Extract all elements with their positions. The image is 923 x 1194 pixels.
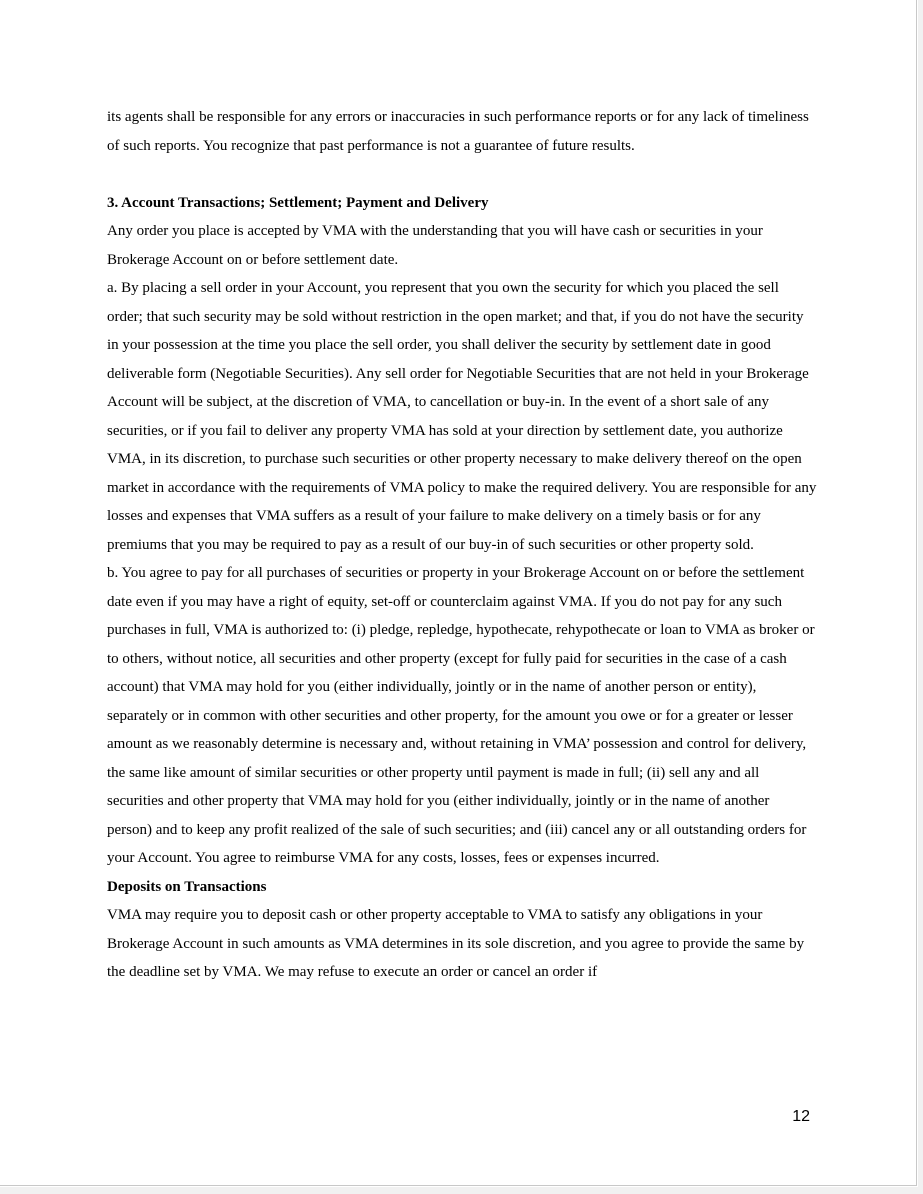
page-number: 12 bbox=[792, 1108, 810, 1125]
section-item-a-sell-orders: a. By placing a sell order in your Account, you represent that you own the security for which you placed the sell order; that such security may be sold without restriction in the open market; and that, if you do not have the security in your possession at the time you place the sell order, you shall deliver the security by settlement date in good deliverable form (Negotiable Securities). Any sell order for Negotiable Securities that are not held in your Brokerage Account will be subject, at the discretion of VMA, to cancellation or buy-in. In the event of a short sale of any securities, or if you fail to deliver any property VMA has sold at your direction by settlement date, you authorize VMA, in its discretion, to purchase such securities or other property necessary to make delivery thereof on the open market in accordance with the requirements of VMA policy to make the required delivery. You are responsible for any losses and expenses that VMA suffers as a result of your failure to make delivery on a timely basis or for any premiums that you may be required to pay as a result of our buy-in of such securities or other property sold. bbox=[107, 280, 817, 553]
section-heading-account-transactions: 3. Account Transactions; Settlement; Payment and Delivery bbox=[107, 194, 489, 211]
deposits-paragraph: VMA may require you to deposit cash or other property acceptable to VMA to satisfy any obligations in your Brokerage Account in such amounts as VMA determines in its sole discretion, and you agree to provide the same by the deadline set by VMA. We may refuse to execute an order or cancel an order if bbox=[107, 907, 805, 980]
section-paragraph-order-acceptance: Any order you place is accepted by VMA with the understanding that you will have cash or securities in your Brokerage Account on or before settlement date. bbox=[107, 223, 763, 268]
section-heading-deposits: Deposits on Transactions bbox=[107, 878, 267, 895]
viewer-background-bottom bbox=[0, 1187, 923, 1194]
section-item-b-purchases: b. You agree to pay for all purchases of securities or property in your Brokerage Account on or before the settlement date even if you may have a right of equity, set-off or counterclaim against VMA. If you do not pay for any such purchases in full, VMA is authorized to: (i) pledge, repledge, hypothecate, rehypothecate or loan to VMA as broker or to others, without notice, all securities and other property (except for fully paid for securities in the case of a cash account) that VMA may hold for you (either individually, jointly or in the name of another person or entity), separately or in common with other securities and other property, for the amount you owe or for a greater or lesser amount as we reasonably determine is necessary and, without retaining in VMA’ possession and control for delivery, the same like amount of similar securities or other property until payment is made in full; (ii) sell any and all securities and other property that VMA may hold for you (either individually, jointly or in the name of another person) and to keep any profit realized of the sale of such securities; and (iii) cancel any or all outstanding orders for your Account. You agree to reimburse VMA for any costs, losses, fees or expenses incurred. bbox=[107, 565, 815, 866]
page-body bbox=[107, 103, 817, 987]
viewer-background-right bbox=[918, 0, 923, 1194]
paragraph-gap bbox=[107, 160, 817, 189]
intro-paragraph: its agents shall be responsible for any errors or inaccuracies in such performance reports or for any lack of timeliness of such reports. You recognize that past performance is not a guarantee of future results. bbox=[107, 109, 809, 154]
